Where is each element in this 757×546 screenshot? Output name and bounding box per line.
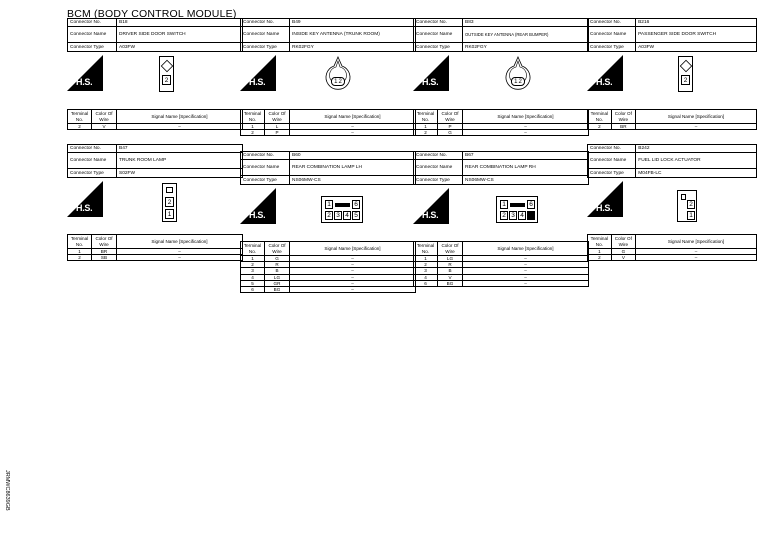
hs-label: H.S. <box>76 203 93 213</box>
wire-color: G <box>438 130 463 136</box>
signal-name: – <box>463 262 589 268</box>
connector-no-label: Connector No. <box>68 19 117 27</box>
connector-info-b216 <box>587 18 757 52</box>
terminal-no: 1 <box>241 124 265 130</box>
terminal-no: 2 <box>588 124 612 130</box>
connector-name-label: Connector Name <box>68 153 117 169</box>
table-row <box>68 124 243 130</box>
hs-label: H.S. <box>76 77 93 87</box>
signal-name-header: Signal Name [Specification] <box>117 110 243 124</box>
pin-b242-2: 2 <box>687 200 695 209</box>
wire-color: BG <box>438 280 463 286</box>
wire-color: R <box>438 262 463 268</box>
connector-face-b67 <box>496 196 538 223</box>
wire-color: LG <box>438 256 463 262</box>
terminal-table-b67 <box>413 241 589 287</box>
round-housing-icon <box>503 56 533 94</box>
wire-color: GR <box>265 280 290 286</box>
pin-group <box>511 77 525 86</box>
connector-no-label: Connector No. <box>588 19 636 27</box>
connector-name-value: DRIVER SIDE DOOR SWITCH <box>117 27 243 43</box>
terminal-no: 1 <box>414 256 438 262</box>
connector-name-label: Connector Name <box>414 160 463 176</box>
terminal-no-header: Terminal No. <box>414 110 438 124</box>
table-row <box>414 130 589 136</box>
wire-color: G <box>611 249 635 255</box>
lock-tab-icon <box>510 203 525 207</box>
terminal-no: 1 <box>588 249 612 255</box>
cavity-plug-icon <box>527 211 535 220</box>
wire-color-header: Color Of Wire <box>92 235 117 249</box>
pin-b67-2: 2 <box>500 211 508 220</box>
terminal-no: 4 <box>241 274 265 280</box>
connector-type-value: A03FW <box>636 43 757 51</box>
connector-type-label: Connector Type <box>588 43 636 51</box>
terminal-no: 1 <box>241 256 265 262</box>
table-row <box>241 286 416 292</box>
connector-info-b83 <box>413 18 589 52</box>
connector-info-b242 <box>587 144 757 178</box>
wire-color: G <box>265 256 290 262</box>
pin-b49-1: 1 <box>334 78 338 85</box>
connector-name-value: PASSENGER SIDE DOOR SWITCH <box>636 27 757 43</box>
terminal-no-header: Terminal No. <box>241 110 265 124</box>
harness-side-icon <box>240 188 276 224</box>
wire-color-header: Color Of Wire <box>438 110 463 124</box>
terminal-no: 2 <box>241 262 265 268</box>
signal-name: – <box>463 280 589 286</box>
pin-b67-4: 4 <box>518 211 526 220</box>
connector-no-value: B67 <box>463 152 589 160</box>
connector-no-label: Connector No. <box>241 152 290 160</box>
pin-b47-1: 1 <box>165 209 174 219</box>
terminal-no: 5 <box>241 280 265 286</box>
hs-label: H.S. <box>249 210 266 220</box>
page-title: BCM (BODY CONTROL MODULE) <box>67 8 237 20</box>
connector-no-value: B49 <box>290 19 416 27</box>
terminal-no: 4 <box>414 274 438 280</box>
terminal-no: 6 <box>414 280 438 286</box>
connector-no-value: B216 <box>636 19 757 27</box>
pin-b83-2: 2 <box>518 78 522 85</box>
terminal-table-b242 <box>587 234 757 261</box>
connector-no-label: Connector No. <box>414 19 463 27</box>
signal-name: – <box>290 262 416 268</box>
harness-side-icon <box>587 181 623 217</box>
terminal-no-header: Terminal No. <box>241 242 265 256</box>
wire-color: BG <box>265 286 290 292</box>
wire-color-header: Color Of Wire <box>611 110 635 124</box>
terminal-table-b216 <box>587 109 757 130</box>
signal-name: – <box>117 249 243 255</box>
signal-name: – <box>290 274 416 280</box>
connector-info-b18 <box>67 18 243 52</box>
terminal-no-header: Terminal No. <box>414 242 438 256</box>
pin-b60-4: 4 <box>343 211 351 220</box>
round-housing-icon <box>323 56 353 94</box>
pin-b60-2: 2 <box>325 211 333 220</box>
signal-name-header: Signal Name [Specification] <box>636 235 757 249</box>
connector-name-label: Connector Name <box>588 153 636 169</box>
pin-b60-6: 6 <box>352 200 360 209</box>
connector-type-value: NS06MW-CS <box>290 176 416 184</box>
pin-group <box>331 77 345 86</box>
connector-face-b18 <box>159 56 174 92</box>
signal-name-header: Signal Name [Specification] <box>290 110 416 124</box>
lock-tab-icon <box>335 203 350 207</box>
connector-name-label: Connector Name <box>241 27 290 43</box>
terminal-no: 2 <box>414 262 438 268</box>
wire-color: V <box>438 274 463 280</box>
table-row <box>68 255 243 261</box>
signal-name: – <box>463 256 589 262</box>
wire-color: R <box>265 262 290 268</box>
wire-color-header: Color Of Wire <box>265 242 290 256</box>
signal-name: – <box>290 124 416 130</box>
terminal-no: 2 <box>241 130 265 136</box>
pin-b216-2: 2 <box>681 75 690 85</box>
blank-cavity <box>681 194 686 200</box>
pin-b60-1: 1 <box>325 200 333 209</box>
table-row <box>588 124 757 130</box>
latch-icon <box>679 59 693 73</box>
pin-b67-1: 1 <box>500 200 508 209</box>
terminal-no: 1 <box>414 124 438 130</box>
connector-name-value: REAR COMBINATION LAMP RH <box>463 160 589 176</box>
pin-b49-2: 2 <box>338 78 342 85</box>
wire-color: BR <box>92 249 117 255</box>
signal-name: – <box>290 280 416 286</box>
table-row <box>241 130 416 136</box>
connector-name-value: INSIDE KEY ANTENNA (TRUNK ROOM) <box>290 27 416 43</box>
connector-face-b83 <box>503 56 533 94</box>
connector-face-b216 <box>678 56 693 92</box>
pin-b67-6: 6 <box>527 200 535 209</box>
harness-side-icon <box>413 55 449 91</box>
connector-type-label: Connector Type <box>414 43 463 51</box>
connector-face-b47 <box>162 183 177 222</box>
signal-name-header: Signal Name [Specification] <box>117 235 243 249</box>
wire-color: P <box>265 130 290 136</box>
connector-type-label: Connector Type <box>414 176 463 184</box>
harness-side-icon <box>67 181 103 217</box>
connector-face-b60 <box>321 196 363 223</box>
hs-label: H.S. <box>422 210 439 220</box>
latch-icon <box>166 187 173 193</box>
terminal-no: 2 <box>68 255 92 261</box>
connector-no-value: B47 <box>117 145 243 153</box>
connector-no-value: B60 <box>290 152 416 160</box>
hs-label: H.S. <box>422 77 439 87</box>
pin-b83-1: 1 <box>514 78 518 85</box>
terminal-no: 6 <box>241 286 265 292</box>
wire-color-header: Color Of Wire <box>611 235 635 249</box>
terminal-table-b83 <box>413 109 589 136</box>
terminal-no-header: Terminal No. <box>68 110 92 124</box>
terminal-table-b49 <box>240 109 416 136</box>
connector-no-value: B242 <box>636 145 757 153</box>
terminal-no: 3 <box>414 268 438 274</box>
pin-b47-2: 2 <box>165 197 174 207</box>
terminal-no: 2 <box>588 255 612 261</box>
harness-side-icon <box>413 188 449 224</box>
harness-side-icon <box>67 55 103 91</box>
connector-no-value: B83 <box>463 19 589 27</box>
connector-type-label: Connector Type <box>588 169 636 177</box>
connector-info-b60 <box>240 151 416 185</box>
signal-name: – <box>463 124 589 130</box>
wire-color: B <box>265 268 290 274</box>
connector-info-b49 <box>240 18 416 52</box>
wire-color: L <box>265 124 290 130</box>
hs-label: H.S. <box>596 203 613 213</box>
signal-name-header: Signal Name [Specification] <box>636 110 757 124</box>
terminal-table-b18 <box>67 109 243 130</box>
connector-no-label: Connector No. <box>68 145 117 153</box>
connector-type-label: Connector Type <box>68 169 117 177</box>
table-row <box>588 255 757 261</box>
signal-name: – <box>290 256 416 262</box>
harness-side-icon <box>240 55 276 91</box>
signal-name: – <box>117 124 243 130</box>
wire-color-header: Color Of Wire <box>438 242 463 256</box>
signal-name: – <box>290 268 416 274</box>
connector-name-value: TRUNK ROOM LAMP <box>117 153 243 169</box>
pin-b67-3: 3 <box>509 211 517 220</box>
connector-no-label: Connector No. <box>414 152 463 160</box>
terminal-no: 3 <box>241 268 265 274</box>
connector-info-b67 <box>413 151 589 185</box>
wire-color: BR <box>611 124 635 130</box>
terminal-no: 1 <box>68 249 92 255</box>
terminal-no-header: Terminal No. <box>588 235 612 249</box>
pin-b18-2: 2 <box>162 75 171 85</box>
signal-name: – <box>463 274 589 280</box>
wire-color: P <box>438 124 463 130</box>
wire-color: V <box>92 124 117 130</box>
connector-face-b242 <box>677 190 697 222</box>
signal-name: – <box>636 249 757 255</box>
connector-name-value: REAR COMBINATION LAMP LH <box>290 160 416 176</box>
wire-color-header: Color Of Wire <box>265 110 290 124</box>
connector-type-value: NS06MW-CS <box>463 176 589 184</box>
terminal-no: 2 <box>414 130 438 136</box>
signal-name-header: Signal Name [Specification] <box>290 242 416 256</box>
document-code: JRMWC8639GB <box>4 470 10 511</box>
signal-name: – <box>290 130 416 136</box>
connector-type-label: Connector Type <box>68 43 117 51</box>
connector-name-label: Connector Name <box>68 27 117 43</box>
connector-no-label: Connector No. <box>588 145 636 153</box>
signal-name: – <box>463 130 589 136</box>
connector-name-label: Connector Name <box>588 27 636 43</box>
terminal-table-b60 <box>240 241 416 293</box>
connector-info-b47 <box>67 144 243 178</box>
hs-label: H.S. <box>249 77 266 87</box>
connector-name-value: FUEL LID LOCK ACTUATOR <box>636 153 757 169</box>
connector-name-value: OUTSIDE KEY ANTENNA (REAR BUMPER) <box>463 27 589 43</box>
wire-color: B <box>438 268 463 274</box>
pin-b242-1: 1 <box>687 211 695 220</box>
wire-color: LG <box>265 274 290 280</box>
table-row <box>414 280 589 286</box>
signal-name: – <box>636 124 757 130</box>
pin-b60-5: 5 <box>352 211 360 220</box>
harness-side-icon <box>587 55 623 91</box>
connector-face-b49 <box>323 56 353 94</box>
signal-name: – <box>290 286 416 292</box>
connector-type-value: RK02FGY <box>463 43 589 51</box>
connector-no-label: Connector No. <box>241 19 290 27</box>
signal-name-header: Signal Name [Specification] <box>463 110 589 124</box>
signal-name: – <box>463 268 589 274</box>
connector-type-label: Connector Type <box>241 43 290 51</box>
signal-name-header: Signal Name [Specification] <box>463 242 589 256</box>
terminal-no: 2 <box>68 124 92 130</box>
connector-type-value: M04FB-LC <box>636 169 757 177</box>
terminal-no-header: Terminal No. <box>588 110 612 124</box>
connector-no-value: B18 <box>117 19 243 27</box>
connector-name-label: Connector Name <box>241 160 290 176</box>
wire-color-header: Color Of Wire <box>92 110 117 124</box>
pin-b60-3: 3 <box>334 211 342 220</box>
connector-type-value: S02FW <box>117 169 243 177</box>
terminal-no-header: Terminal No. <box>68 235 92 249</box>
connector-name-label: Connector Name <box>414 27 463 43</box>
connector-type-value: RK02FGY <box>290 43 416 51</box>
terminal-table-b47 <box>67 234 243 261</box>
signal-name: – <box>636 255 757 261</box>
hs-label: H.S. <box>596 77 613 87</box>
latch-icon <box>160 59 174 73</box>
wire-color: V <box>611 255 635 261</box>
wire-color: SB <box>92 255 117 261</box>
connector-type-label: Connector Type <box>241 176 290 184</box>
signal-name: – <box>117 255 243 261</box>
connector-type-value: A03FW <box>117 43 243 51</box>
